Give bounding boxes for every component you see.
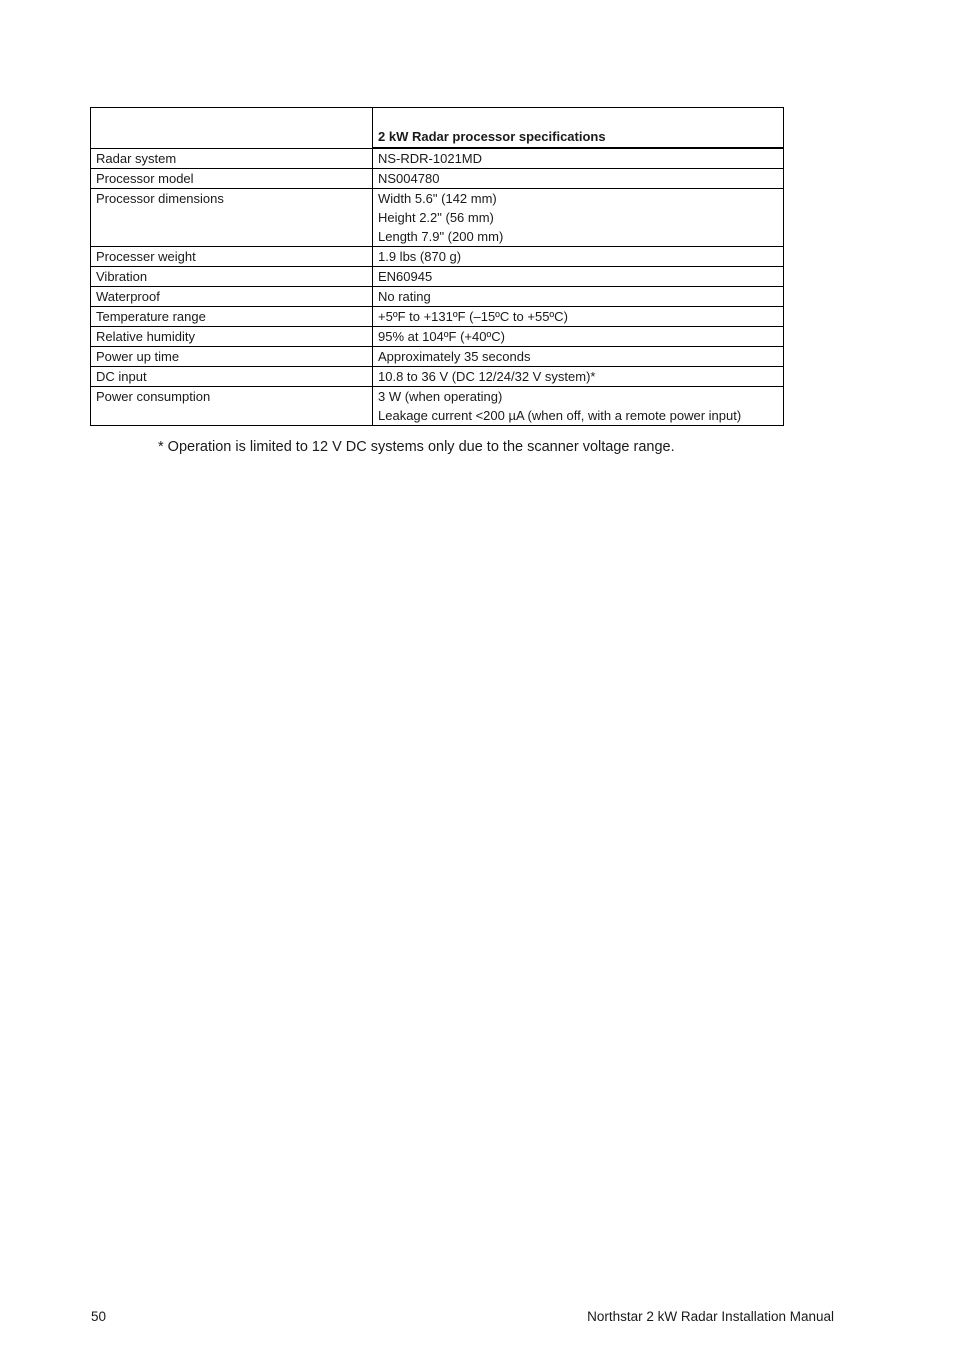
table-row (91, 247, 784, 267)
spec-label: Processor model (91, 169, 373, 189)
table-row (91, 307, 784, 327)
spec-value-line: Approximately 35 seconds (378, 349, 531, 364)
spec-value (373, 387, 784, 426)
spec-value (373, 327, 784, 347)
spec-label: Power up time (91, 347, 373, 367)
spec-value-line: No rating (378, 289, 431, 304)
spec-value (373, 267, 784, 287)
spec-value (373, 367, 784, 387)
spec-value-line: Height 2.2" (56 mm) (378, 210, 494, 225)
spec-value-line: Leakage current <200 µA (when off, with a remote power input) (378, 408, 742, 423)
spec-value-line: 10.8 to 36 V (DC 12/24/32 V system)* (378, 369, 596, 384)
manual-title: Northstar 2 kW Radar Installation Manual (587, 1309, 834, 1324)
spec-value-line: Length 7.9" (200 mm) (378, 229, 504, 244)
spec-value (373, 347, 784, 367)
spec-label: Vibration (91, 267, 373, 287)
spec-label: Relative humidity (91, 327, 373, 347)
table-row (91, 189, 784, 247)
spec-label: Power consumption (91, 387, 373, 426)
spec-value-line: NS004780 (378, 171, 440, 186)
table-row (91, 327, 784, 347)
spec-value (373, 247, 784, 267)
table-header-row (91, 108, 784, 149)
spec-value-line: Width 5.6" (142 mm) (378, 191, 497, 206)
table-row (91, 367, 784, 387)
table-row (91, 267, 784, 287)
table-row (91, 347, 784, 367)
header-label-cell (91, 108, 373, 149)
spec-label: DC input (91, 367, 373, 387)
page-number: 50 (91, 1309, 107, 1324)
table-title: 2 kW Radar processor specifications (378, 129, 606, 144)
spec-label: Processor dimensions (91, 189, 373, 247)
table-row (91, 169, 784, 189)
spec-label: Temperature range (91, 307, 373, 327)
header-value-cell (373, 108, 784, 149)
table-row (91, 387, 784, 426)
spec-value-line: EN60945 (378, 269, 433, 284)
spec-value (373, 169, 784, 189)
spec-table (90, 107, 784, 426)
spec-value (373, 148, 784, 169)
spec-value (373, 307, 784, 327)
table-row (91, 287, 784, 307)
spec-value-line: +5ºF to +131ºF (–15ºC to +55ºC) (378, 309, 568, 324)
spec-label: Waterproof (91, 287, 373, 307)
footnote: * Operation is limited to 12 V DC systems only due to the scanner voltage range. (158, 439, 675, 455)
spec-table-body (91, 108, 784, 426)
spec-value-line: 95% at 104ºF (+40ºC) (378, 329, 505, 344)
table-row (91, 148, 784, 169)
spec-label: Radar system (91, 148, 373, 169)
spec-value (373, 287, 784, 307)
spec-value (373, 189, 784, 247)
spec-value-line: NS-RDR-1021MD (378, 151, 483, 166)
spec-value-line: 1.9 lbs (870 g) (378, 249, 462, 264)
spec-label: Processer weight (91, 247, 373, 267)
spec-value-line: 3 W (when operating) (378, 389, 503, 404)
